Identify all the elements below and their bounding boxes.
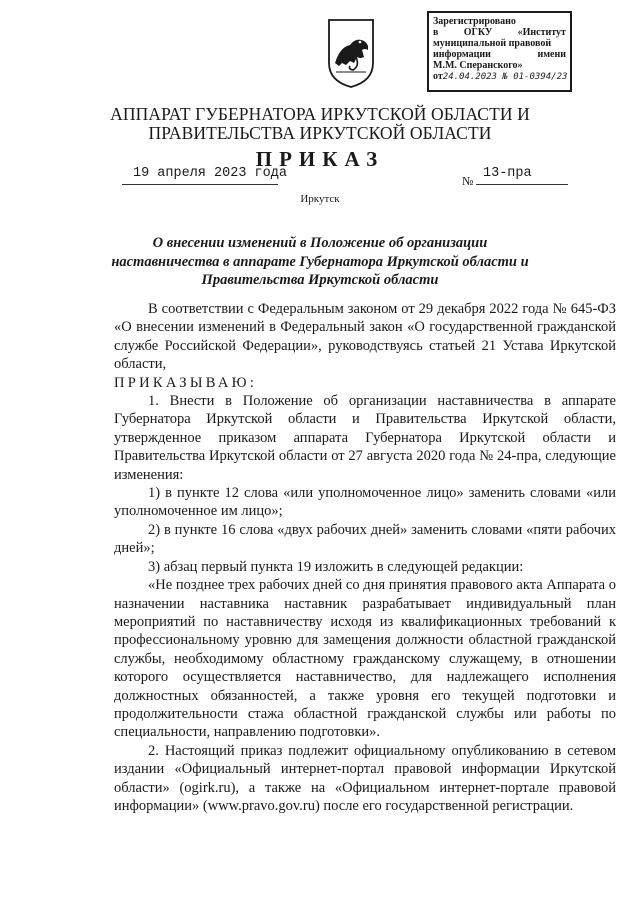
- organization-name-line-1: АППАРАТ ГУБЕРНАТОРА ИРКУТСКОЙ ОБЛАСТИ И: [110, 104, 530, 124]
- stamp-word: информации: [433, 49, 491, 60]
- registration-stamp: [427, 11, 572, 92]
- document-number: 13-пра: [483, 166, 532, 181]
- clause-1-item-3: 3) абзац первый пункта 19 изложить в следующей редакции:: [148, 558, 524, 575]
- date-underline: [122, 184, 278, 185]
- number-underline: [476, 184, 568, 185]
- organization-name-line-2: ПРАВИТЕЛЬСТВА ИРКУТСКОЙ ОБЛАСТИ: [148, 123, 492, 143]
- irkutsk-coat-of-arms-icon: [326, 17, 376, 89]
- stamp-word: «Институт: [517, 27, 566, 38]
- stamp-line: М.М. Сперанского»: [433, 60, 523, 71]
- stamp-line: [433, 49, 566, 60]
- stamp-word: имени: [537, 49, 566, 60]
- document-city: Иркутск: [300, 193, 340, 205]
- document-date: 19 апреля 2023 года: [133, 166, 287, 181]
- clause-1-item-1: 1) в пункте 12 слова «или уполномоченное лицо» заменить словами «или уполномоченное им лицо»;: [114, 485, 616, 520]
- stamp-line: муниципальной правовой: [433, 38, 552, 49]
- stamp-line: Зарегистрировано: [433, 16, 516, 27]
- stamp-prefix: от: [433, 71, 443, 82]
- clause-1-item-3-quote: «Не позднее трех рабочих дней со дня принятия правового акта Аппарата о назначении наставника наставник разрабатывает индивидуальный план мероприятий по наставничеству исходя из квалификационных требований к профессиональному уровню для замещения должности областной гражданской службы, необходимому областному гражданскому служащему, в отношении которого осуществляется наставничество, для надлежащего исполнения должностных обязанностей, а также уровня его текущей подготовки и продолжительности стажа областной гражданской службы или работы по специальности, направлению подготовки».: [114, 577, 616, 741]
- stamp-word: ОГКУ: [463, 27, 493, 38]
- order-word: ПРИКАЗЫВАЮ:: [114, 374, 258, 391]
- document-heading: О внесении изменений в Положение об организации наставничества в аппарате Губернатора Иркутской области и Правительства Иркутской области: [111, 235, 529, 288]
- document-type-title: ПРИКАЗ: [255, 147, 385, 171]
- clause-2-paragraph: 2. Настоящий приказ подлежит официальному опубликованию в сетевом издании «Официальный интернет-портал правовой информации Иркутской области» (ogirk.ru), а также на «Официальном интернет-портале правовой информации» (www.pravo.gov.ru) после его государственной регистрации.: [114, 742, 616, 814]
- preamble-paragraph: В соответствии с Федеральным законом от 29 декабря 2022 года № 645-ФЗ «О внесении изменений в Федеральный закон «О государственной гражданской службе Российской Федерации», руководствуясь статьей 21 Устава Иркутской области,: [114, 301, 616, 373]
- stamp-word: в: [433, 27, 439, 38]
- clause-1-paragraph: 1. Внести в Положение об организации наставничества в аппарате Губернатора Иркутской области и Правительства Иркутской области, утвержденное приказом аппарата Губернатора Иркутской области и Правительства Иркутской области от 27 августа 2020 года № 24-пра, следующие изменения:: [114, 393, 616, 483]
- stamp-handwritten-number: 24.04.2023 № 01-0394/23: [442, 72, 568, 82]
- number-sign: №: [462, 174, 474, 188]
- stamp-line: [433, 71, 566, 83]
- document-body: [114, 300, 616, 815]
- stamp-line: [433, 27, 566, 38]
- clause-1-item-2: 2) в пункте 16 слова «двух рабочих дней» заменить словами «пяти рабочих дней»;: [114, 521, 616, 557]
